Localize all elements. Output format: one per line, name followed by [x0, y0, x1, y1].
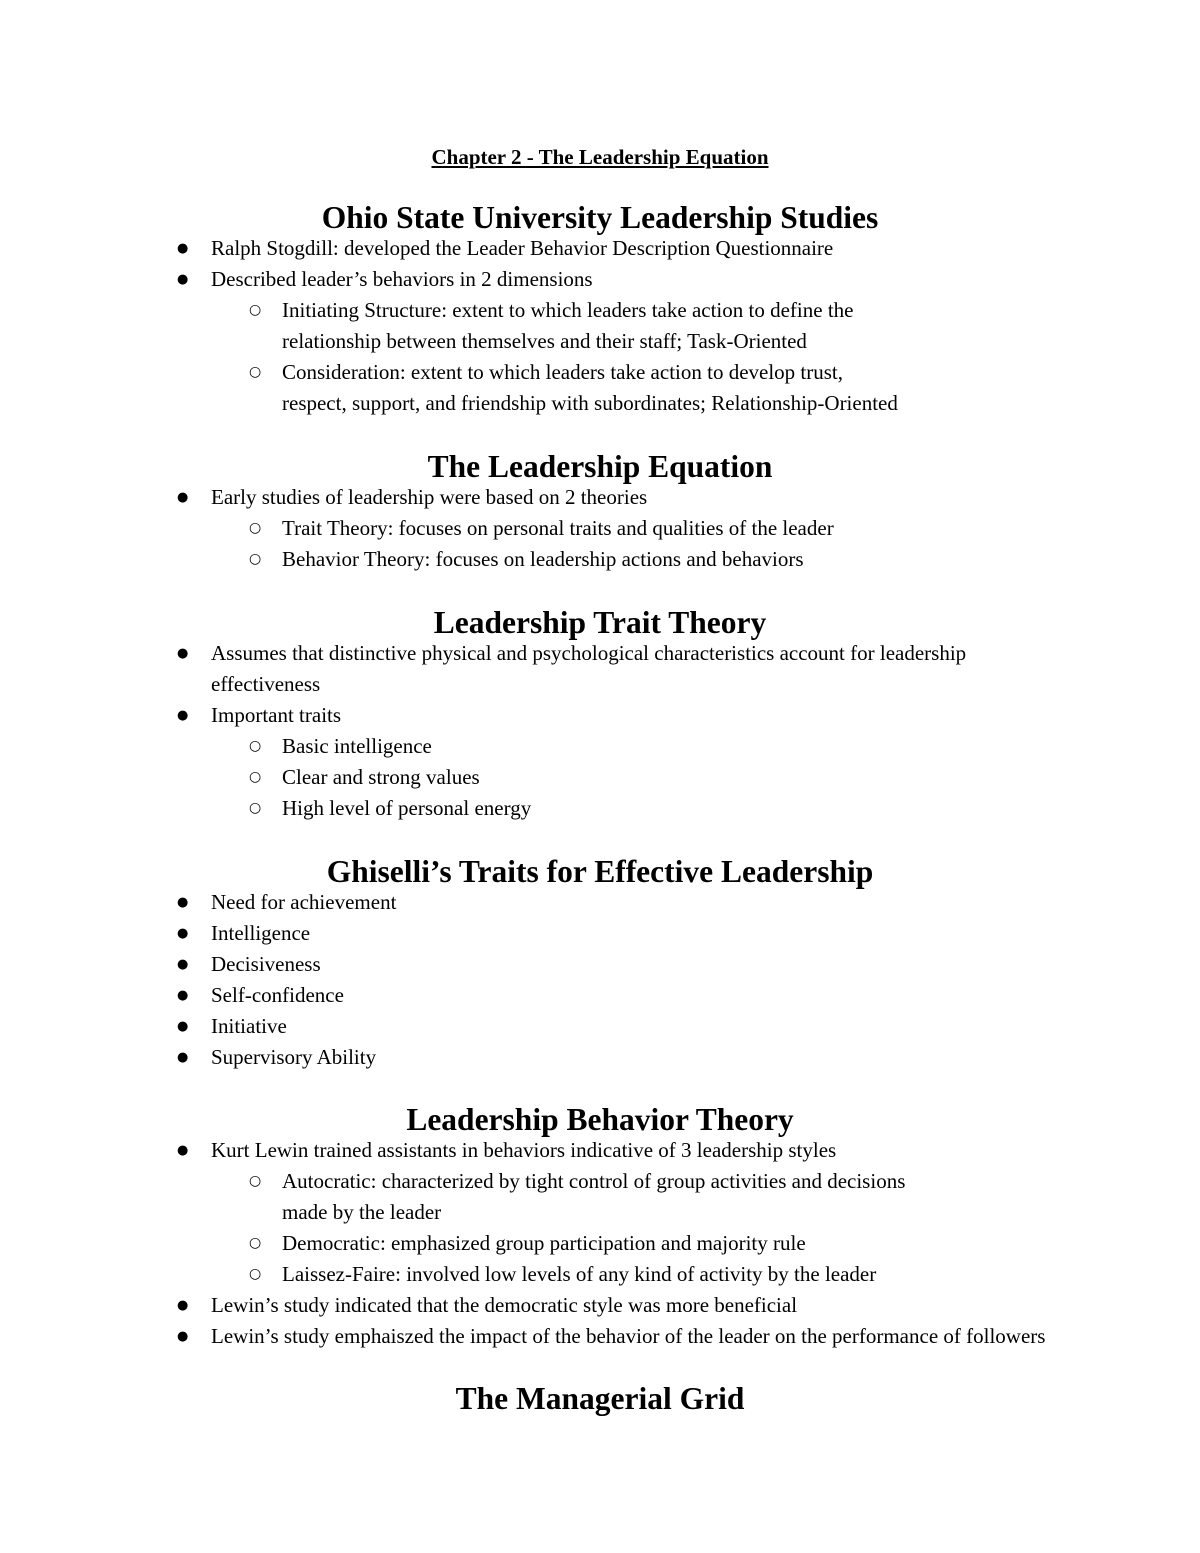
list-item [0, 482, 1200, 575]
list-item [0, 638, 1200, 700]
sub-bullet-list [211, 513, 1060, 575]
list-item-text: Kurt Lewin trained assistants in behaviors indicative of 3 leadership styles [211, 1138, 837, 1162]
list-item: ● Lewin’s study emphaiszed the impact of the behavior of the leader on the performance of followers [0, 1321, 1200, 1352]
section-heading: Ohio State University Leadership Studies [321, 200, 879, 235]
sub-list-item: ○ Trait Theory: focuses on personal traits and qualities of the leader [0, 513, 1060, 544]
section-heading: Leadership Behavior Theory [406, 1102, 794, 1137]
list-item: ● Self-confidence [0, 980, 1200, 1011]
list-item: ● Intelligence [0, 918, 1200, 949]
sub-bullet-list [211, 295, 1060, 419]
bullet-list [0, 1135, 1200, 1352]
section-heading: The Leadership Equation [427, 449, 773, 484]
section-ohio-state [0, 202, 1200, 419]
list-item [0, 700, 1200, 824]
list-item-text: Early studies of leadership were based on 2 theories [211, 485, 648, 509]
list-item [0, 264, 1200, 419]
section-heading: The Managerial Grid [455, 1381, 745, 1416]
sub-list-item: ○ Laissez-Faire: involved low levels of any kind of activity by the leader [0, 1259, 1060, 1290]
sub-bullet-list [211, 1166, 1060, 1290]
section-heading: Leadership Trait Theory [433, 605, 767, 640]
list-item-text: Described leader’s behaviors in 2 dimensions [211, 267, 593, 291]
sub-list-item: ○ Democratic: emphasized group participation and majority rule [0, 1228, 1060, 1259]
sub-list-item: ○ Basic intelligence [0, 731, 1060, 762]
list-item: ● Supervisory Ability [0, 1042, 1200, 1073]
section-managerial-grid [0, 1383, 1200, 1414]
section-heading: Ghiselli’s Traits for Effective Leadership [326, 854, 874, 889]
bullet-list [0, 233, 1200, 419]
page-title-text: Chapter 2 - The Leadership Equation [431, 145, 769, 169]
bullet-list [0, 482, 1200, 575]
sub-list-item: ○ Behavior Theory: focuses on leadership actions and behaviors [0, 544, 1060, 575]
page-title [0, 143, 1200, 171]
sub-bullet-list [211, 731, 1060, 824]
sub-list-item: ○ Clear and strong values [0, 762, 1060, 793]
list-item: ● Need for achievement [0, 887, 1200, 918]
list-item: ● Decisiveness [0, 949, 1200, 980]
list-item [0, 1135, 1200, 1290]
sub-list-item: ○ High level of personal energy [0, 793, 1060, 824]
bullet-list [0, 887, 1200, 1073]
section-ghiselli-traits [0, 856, 1200, 1073]
sub-list-item: ○ Initiating Structure: extent to which leaders take action to define the relationship between themselves and their staff; Task-Oriented [0, 295, 1060, 357]
sub-list-item: ○ Autocratic: characterized by tight control of group activities and decisions made by the leader [0, 1166, 1060, 1228]
list-item-text: Important traits [211, 703, 342, 727]
sub-list-item: ○ Consideration: extent to which leaders take action to develop trust, respect, support, and friendship with subordinates; Relationship-Oriented [0, 357, 1060, 419]
bullet-list [0, 638, 1200, 824]
section-leadership-equation [0, 451, 1200, 575]
list-item-text: Assumes that distinctive physical and psychological characteristics account for leadership effectiveness [211, 641, 967, 696]
list-item-text: Ralph Stogdill: developed the Leader Behavior Description Questionnaire [211, 236, 834, 260]
list-item: ● Lewin’s study indicated that the democratic style was more beneficial [0, 1290, 1200, 1321]
section-behavior-theory [0, 1104, 1200, 1352]
list-item: ● Initiative [0, 1011, 1200, 1042]
list-item [0, 233, 1200, 264]
section-trait-theory [0, 607, 1200, 824]
